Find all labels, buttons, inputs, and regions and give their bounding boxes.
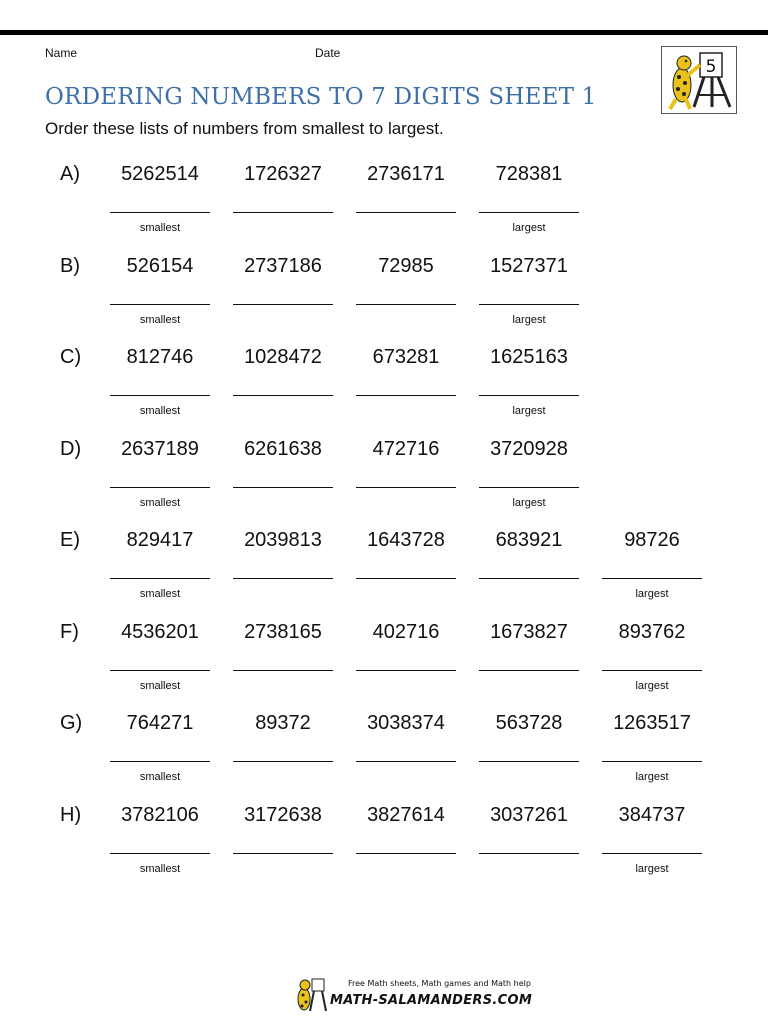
largest-label: largest bbox=[512, 496, 546, 509]
row-label: A) bbox=[60, 163, 80, 185]
largest-label: largest bbox=[635, 862, 669, 875]
number: 472716 bbox=[372, 437, 440, 460]
number: 1673827 bbox=[490, 620, 568, 643]
answer-line[interactable] bbox=[110, 395, 210, 396]
largest-label: largest bbox=[512, 405, 546, 417]
number: 3172638 bbox=[244, 803, 322, 826]
grade-logo bbox=[661, 46, 737, 114]
number: 2039813 bbox=[244, 529, 322, 551]
number: 89372 bbox=[255, 712, 311, 734]
number: 1263517 bbox=[613, 712, 691, 734]
number: 4536201 bbox=[121, 620, 199, 643]
question-row bbox=[0, 801, 768, 893]
date-label: Date bbox=[315, 46, 341, 60]
smallest-label: smallest bbox=[139, 862, 181, 875]
answer-line[interactable] bbox=[233, 395, 333, 396]
answer-line[interactable] bbox=[233, 212, 333, 213]
row-label: C) bbox=[60, 346, 82, 368]
answer-line[interactable] bbox=[233, 853, 333, 854]
answer-line[interactable] bbox=[110, 304, 210, 305]
row-label: D) bbox=[60, 437, 82, 460]
smallest-label: smallest bbox=[139, 222, 181, 234]
largest-label: largest bbox=[635, 771, 669, 783]
answer-line[interactable] bbox=[233, 487, 333, 488]
top-rule bbox=[0, 30, 768, 35]
answer-line[interactable] bbox=[356, 670, 456, 671]
smallest-label: smallest bbox=[139, 771, 181, 783]
answer-line[interactable] bbox=[233, 304, 333, 305]
footer-brand: MATH-SALAMANDERS.COM bbox=[330, 993, 533, 1008]
number: 1625163 bbox=[490, 346, 568, 368]
number: 1726327 bbox=[244, 163, 322, 185]
smallest-label: smallest bbox=[139, 405, 181, 417]
row-label: G) bbox=[60, 712, 83, 734]
number: 1028472 bbox=[244, 346, 322, 368]
number: 6261638 bbox=[244, 437, 322, 460]
answer-line[interactable] bbox=[479, 853, 579, 854]
answer-line[interactable] bbox=[602, 761, 702, 762]
number: 829417 bbox=[126, 529, 194, 551]
smallest-label: smallest bbox=[139, 679, 181, 692]
question-row bbox=[0, 709, 768, 801]
number: 728381 bbox=[495, 163, 563, 185]
number: 3782106 bbox=[121, 803, 199, 826]
smallest-label: smallest bbox=[139, 588, 181, 600]
answer-line[interactable] bbox=[110, 212, 210, 213]
answer-line[interactable] bbox=[479, 761, 579, 762]
instructions: Order these lists of numbers from smallest to largest. bbox=[45, 119, 444, 138]
number: 563728 bbox=[495, 712, 563, 734]
question-row bbox=[0, 526, 768, 618]
answer-line[interactable] bbox=[233, 670, 333, 671]
row-label: B) bbox=[60, 254, 80, 277]
row-label: E) bbox=[60, 529, 80, 551]
number: 72985 bbox=[378, 254, 434, 277]
number: 526154 bbox=[126, 254, 194, 277]
largest-label: largest bbox=[635, 588, 669, 600]
number: 2738165 bbox=[244, 620, 322, 643]
largest-label: largest bbox=[512, 313, 546, 326]
question-row bbox=[0, 618, 768, 710]
number: 5262514 bbox=[121, 163, 199, 185]
answer-line[interactable] bbox=[479, 212, 579, 213]
answer-line[interactable] bbox=[479, 304, 579, 305]
answer-line[interactable] bbox=[356, 487, 456, 488]
footer-logo bbox=[292, 975, 533, 1015]
smallest-label: smallest bbox=[139, 496, 181, 509]
footer-tagline: Free Math sheets, Math games and Math help bbox=[348, 979, 531, 988]
answer-line[interactable] bbox=[110, 670, 210, 671]
answer-line[interactable] bbox=[356, 395, 456, 396]
question-row bbox=[0, 435, 768, 527]
number: 673281 bbox=[372, 346, 440, 368]
answer-line[interactable] bbox=[110, 853, 210, 854]
smallest-label: smallest bbox=[139, 313, 181, 326]
row-label: H) bbox=[60, 803, 82, 826]
answer-line[interactable] bbox=[479, 395, 579, 396]
number: 3827614 bbox=[367, 803, 445, 826]
question-list bbox=[0, 160, 768, 892]
question-row bbox=[0, 252, 768, 344]
number: 98726 bbox=[624, 529, 680, 551]
answer-line[interactable] bbox=[110, 578, 210, 579]
number: 2637189 bbox=[121, 437, 199, 460]
answer-line[interactable] bbox=[356, 578, 456, 579]
answer-line[interactable] bbox=[356, 304, 456, 305]
answer-line[interactable] bbox=[110, 761, 210, 762]
number: 384737 bbox=[618, 803, 686, 826]
number: 3720928 bbox=[490, 437, 568, 460]
answer-line[interactable] bbox=[233, 761, 333, 762]
number: 1643728 bbox=[367, 529, 445, 551]
number: 683921 bbox=[495, 529, 563, 551]
answer-line[interactable] bbox=[479, 670, 579, 671]
answer-line[interactable] bbox=[356, 853, 456, 854]
answer-line[interactable] bbox=[602, 853, 702, 854]
number: 402716 bbox=[372, 620, 440, 643]
row-label: F) bbox=[60, 620, 79, 643]
answer-line[interactable] bbox=[356, 212, 456, 213]
answer-line[interactable] bbox=[479, 487, 579, 488]
grade-number: 5 bbox=[705, 57, 717, 77]
salamander-teacher-icon bbox=[662, 47, 736, 113]
page-title: ORDERING NUMBERS TO 7 DIGITS SHEET 1 bbox=[45, 84, 597, 110]
largest-label: largest bbox=[512, 222, 546, 234]
answer-line[interactable] bbox=[356, 761, 456, 762]
number: 3038374 bbox=[367, 712, 445, 734]
answer-line[interactable] bbox=[602, 670, 702, 671]
answer-line[interactable] bbox=[233, 578, 333, 579]
largest-label: largest bbox=[635, 679, 669, 692]
number: 764271 bbox=[126, 712, 194, 734]
number: 1527371 bbox=[490, 254, 568, 277]
number: 3037261 bbox=[490, 803, 568, 826]
number: 2736171 bbox=[367, 163, 445, 185]
answer-line[interactable] bbox=[479, 578, 579, 579]
salamander-icon bbox=[292, 975, 332, 1015]
number: 2737186 bbox=[244, 254, 322, 277]
number: 812746 bbox=[126, 346, 194, 368]
name-label: Name bbox=[45, 46, 78, 60]
question-row bbox=[0, 160, 768, 252]
answer-line[interactable] bbox=[602, 578, 702, 579]
question-row bbox=[0, 343, 768, 435]
number: 893762 bbox=[618, 620, 686, 643]
answer-line[interactable] bbox=[110, 487, 210, 488]
